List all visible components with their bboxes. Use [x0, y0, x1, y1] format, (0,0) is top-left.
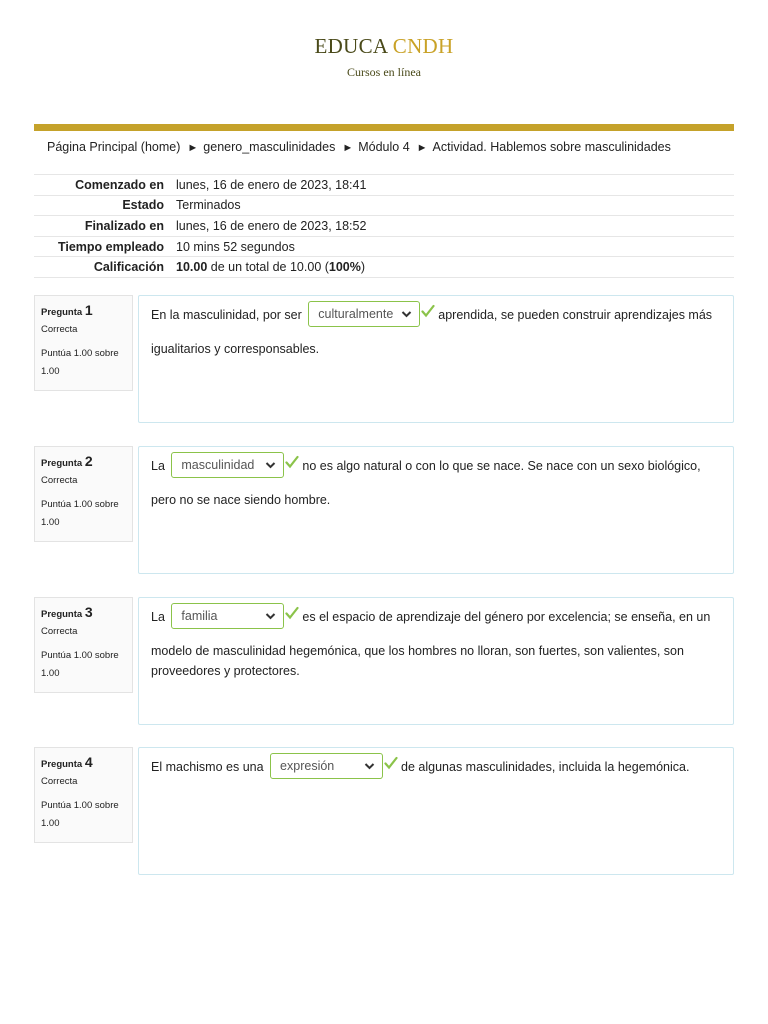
summary-label: Comenzado en — [75, 177, 164, 192]
breadcrumb — [47, 140, 671, 154]
site-subtitle: Cursos en línea — [347, 65, 421, 79]
question-text — [151, 304, 721, 327]
question-content — [138, 747, 734, 875]
question-info — [34, 747, 133, 843]
text-before: La — [151, 458, 165, 473]
breadcrumb-course[interactable]: genero_masculinidades — [203, 140, 336, 154]
question-info — [34, 597, 133, 693]
question-3 — [34, 597, 734, 725]
correct-check-icon — [421, 304, 435, 324]
dropdown-value: masculinidad — [181, 458, 255, 472]
text-after: es el espacio de aprendizaje del género por excelencia; se enseña, en un — [302, 609, 711, 624]
question-content — [138, 295, 734, 423]
question-state: Correcta — [41, 324, 78, 335]
chevron-down-icon — [265, 453, 276, 486]
grade-mid: de un total de 10.00 ( — [207, 260, 329, 275]
question-grade: Puntúa 1.00 sobre 1.00 — [41, 800, 119, 829]
question-num: 4 — [84, 754, 93, 770]
chevron-down-icon — [364, 754, 375, 787]
summary-value: 10 mins 52 segundos — [176, 239, 295, 254]
correct-check-icon — [285, 606, 299, 626]
question-4 — [34, 747, 734, 875]
summary-row-finished — [34, 216, 734, 237]
grade-score: 10.00 — [176, 260, 208, 275]
question-state: Correcta — [41, 626, 78, 637]
answer-dropdown[interactable] — [171, 452, 284, 478]
breadcrumb-separator: ► — [187, 142, 199, 154]
correct-check-icon — [384, 756, 398, 776]
question-state: Correcta — [41, 475, 78, 486]
grade-percent: 100% — [328, 260, 361, 275]
question-text-continued: modelo de masculinidad hegemónica, que los hombres no lloran, son fuertes, son valientes, son proveedores y protectores. — [151, 644, 684, 678]
question-num: 1 — [84, 302, 93, 318]
text-before: En la masculinidad, por ser — [151, 307, 302, 322]
question-2 — [34, 446, 734, 574]
text-before: La — [151, 609, 165, 624]
question-label: Pregunta — [41, 759, 83, 770]
breadcrumb-separator: ► — [416, 142, 428, 154]
question-number — [41, 754, 126, 770]
chevron-down-icon — [265, 604, 276, 637]
summary-label: Estado — [122, 198, 164, 213]
question-content — [138, 446, 734, 574]
question-num: 3 — [84, 604, 93, 620]
question-label: Pregunta — [41, 458, 83, 469]
site-brand — [0, 34, 768, 80]
grade-end: ) — [360, 260, 366, 275]
summary-row-grade — [34, 257, 734, 278]
answer-dropdown[interactable] — [270, 753, 383, 779]
question-grade: Puntúa 1.00 sobre 1.00 — [41, 650, 119, 679]
text-after: aprendida, se pueden construir aprendizajes más — [438, 307, 713, 322]
summary-row-state — [34, 195, 734, 216]
question-info — [34, 446, 133, 542]
question-grade: Puntúa 1.00 sobre 1.00 — [41, 499, 119, 528]
summary-row-time — [34, 236, 734, 257]
text-after: no es algo natural o con lo que se nace. Se nace con un sexo biológico, — [302, 458, 701, 473]
summary-value — [170, 257, 734, 278]
site-title-main: EDUCA — [314, 34, 388, 58]
chevron-down-icon — [401, 302, 412, 335]
question-content — [138, 597, 734, 725]
question-state: Correcta — [41, 776, 78, 787]
breadcrumb-module[interactable]: Módulo 4 — [358, 140, 410, 154]
dropdown-value: expresión — [280, 759, 335, 773]
summary-value: lunes, 16 de enero de 2023, 18:41 — [176, 177, 367, 192]
summary-row-started — [34, 175, 734, 196]
header-divider — [34, 124, 734, 131]
question-number — [41, 604, 126, 620]
question-grade: Puntúa 1.00 sobre 1.00 — [41, 348, 119, 377]
attempt-summary-table — [34, 174, 734, 278]
site-title-accent: CNDH — [392, 34, 454, 58]
question-info — [34, 295, 133, 391]
answer-dropdown[interactable] — [308, 301, 420, 327]
answer-dropdown[interactable] — [171, 603, 284, 629]
summary-label: Tiempo empleado — [57, 239, 164, 254]
site-title[interactable] — [0, 34, 768, 59]
dropdown-value: familia — [181, 609, 218, 623]
correct-check-icon — [285, 455, 299, 475]
summary-label: Calificación — [93, 260, 164, 275]
dropdown-value: culturalmente — [318, 307, 394, 321]
breadcrumb-separator: ► — [342, 142, 354, 154]
question-text-continued: igualitarios y corresponsables. — [151, 342, 320, 356]
text-before: El machismo es una — [151, 759, 264, 774]
question-label: Pregunta — [41, 609, 83, 620]
summary-label: Finalizado en — [84, 218, 164, 233]
question-text — [151, 455, 721, 478]
text-after: de algunas masculinidades, incluida la hegemónica. — [401, 759, 690, 774]
summary-value: Terminados — [176, 198, 241, 213]
question-text — [151, 606, 721, 629]
question-number — [41, 302, 126, 318]
question-text — [151, 756, 721, 779]
breadcrumb-home[interactable]: Página Principal (home) — [47, 140, 181, 154]
question-number — [41, 453, 126, 469]
question-label: Pregunta — [41, 307, 83, 318]
question-num: 2 — [84, 453, 93, 469]
summary-value: lunes, 16 de enero de 2023, 18:52 — [176, 218, 367, 233]
breadcrumb-activity[interactable]: Actividad. Hablemos sobre masculinidades — [432, 140, 671, 154]
question-1 — [34, 295, 734, 423]
question-text-continued: pero no se nace siendo hombre. — [151, 493, 331, 507]
